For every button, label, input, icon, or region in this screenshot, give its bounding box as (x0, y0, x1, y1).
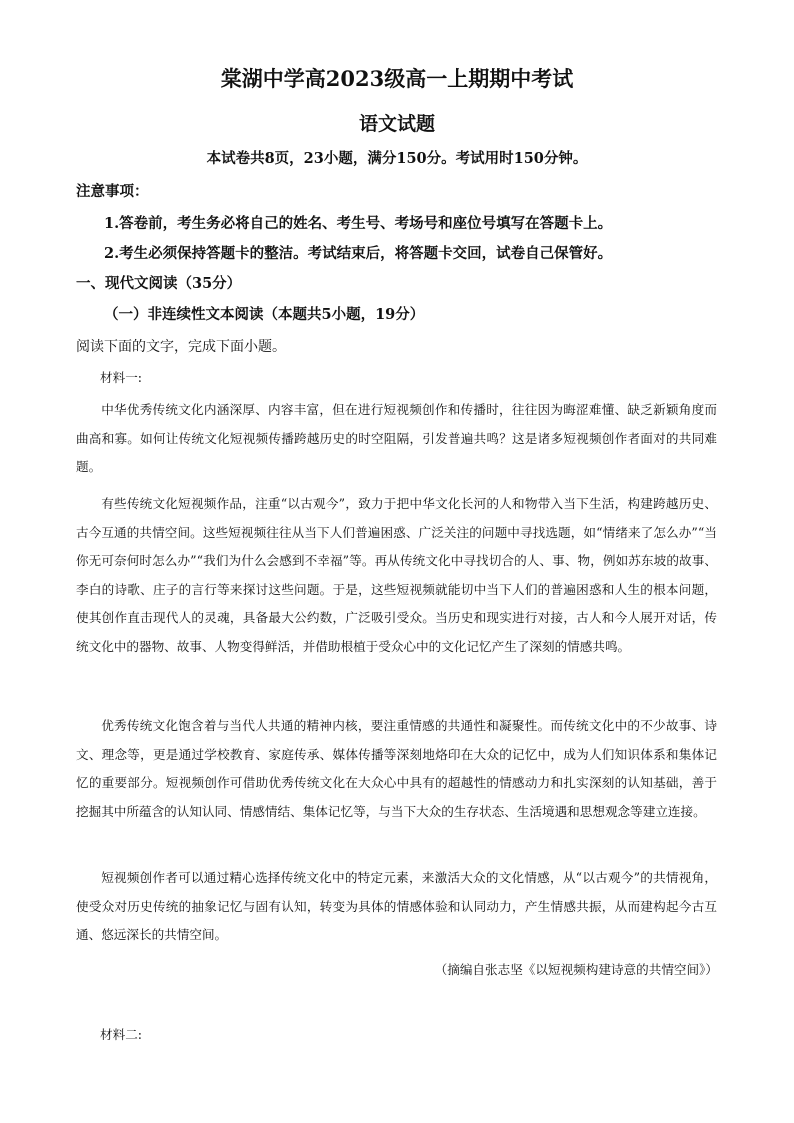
notes-heading: 注意事项： (76, 183, 149, 200)
material-1-label: 材料一: (100, 370, 143, 385)
material-1-paragraph: 中华优秀传统文化内涵深厚、内容丰富，但在进行短视频创作和传播时，往往因为晦涩难懂、缺乏新颖角度而曲高和寡。如何让传统文化短视频传播跨越历史的时空阻隔，引发普遍共鸣？这是诸多短视频创作者面对的共同难题。 (76, 402, 717, 474)
section-heading: 一、现代文阅读（35分） (76, 275, 242, 292)
material-2-label: 材料二: (100, 1027, 143, 1042)
subsection-heading: （一）非连续性文本阅读（本题共5小题，19分） (104, 306, 425, 323)
material-1-paragraph: 有些传统文化短视频作品，注重“以古观今”，致力于把中华文化长河的人和物带入当下生活，构建跨越历史、古今互通的共情空间。这些短视频往往从当下人们普遍困惑、广泛关注的问题中寻找选题，如“情绪来了怎么办”“当你无可奈何时怎么办”“我们为什么会感到不幸福”等。再从传统文化中寻找切合的人、事、物，例如苏东坡的故事、李白的诗歌、庄子的言行等来探讨这些问题。于是，这些短视频就能切中当下人们的普遍困惑和人生的根本问题，使其创作直击现代人的灵魂，具备最大公约数，广泛吸引受众。当历史和现实进行对接，古人和今人展开对话，传统文化中的器物、故事、人物变得鲜活，并借助根植于受众心中的文化记忆产生了深刻的情感共鸣。 (76, 496, 717, 654)
note-item: 2.考生必须保持答题卡的整洁。考试结束后，将答题卡交回，试卷自己保管好。 (104, 245, 613, 262)
exam-title: 棠湖中学高2023级高一上期期中考试 (220, 66, 574, 91)
exam-info: 本试卷共8页，23小题，满分150分。考试用时150分钟。 (206, 150, 588, 167)
note-item: 1.答卷前，考生务必将自己的姓名、考生号、考场号和座位号填写在答题卡上。 (104, 215, 613, 232)
material-1-paragraph: 优秀传统文化饱含着与当代人共通的精神内核，要注重情感的共通性和凝聚性。而传统文化中的不少故事、诗文、理念等，更是通过学校教育、家庭传承、媒体传播等深刻地烙印在大众的记忆中，成为人们知识体系和集体记忆的重要部分。短视频创作可借助优秀传统文化在大众心中具有的超越性的情感动力和扎实深刻的认知基础，善于挖掘其中所蕴含的认知认同、情感情结、集体记忆等，与当下大众的生存状态、生活境遇和思想观念等建立连接。 (76, 718, 717, 819)
reading-instruction: 阅读下面的文字，完成下面小题。 (76, 339, 286, 355)
material-1-source: （摘编自张志坚《以短视频构建诗意的共情空间》） (434, 962, 718, 977)
exam-subtitle: 语文试题 (358, 113, 435, 135)
material-1-paragraph: 短视频创作者可以通过精心选择传统文化中的特定元素，来激活大众的文化情感，从“以古观今”的共情视角，使受众对历史传统的抽象记忆与固有认知，转变为具体的情感体验和认同动力，产生情感共振，从而建构起今古互通、悠远深长的共情空间。 (76, 870, 717, 942)
